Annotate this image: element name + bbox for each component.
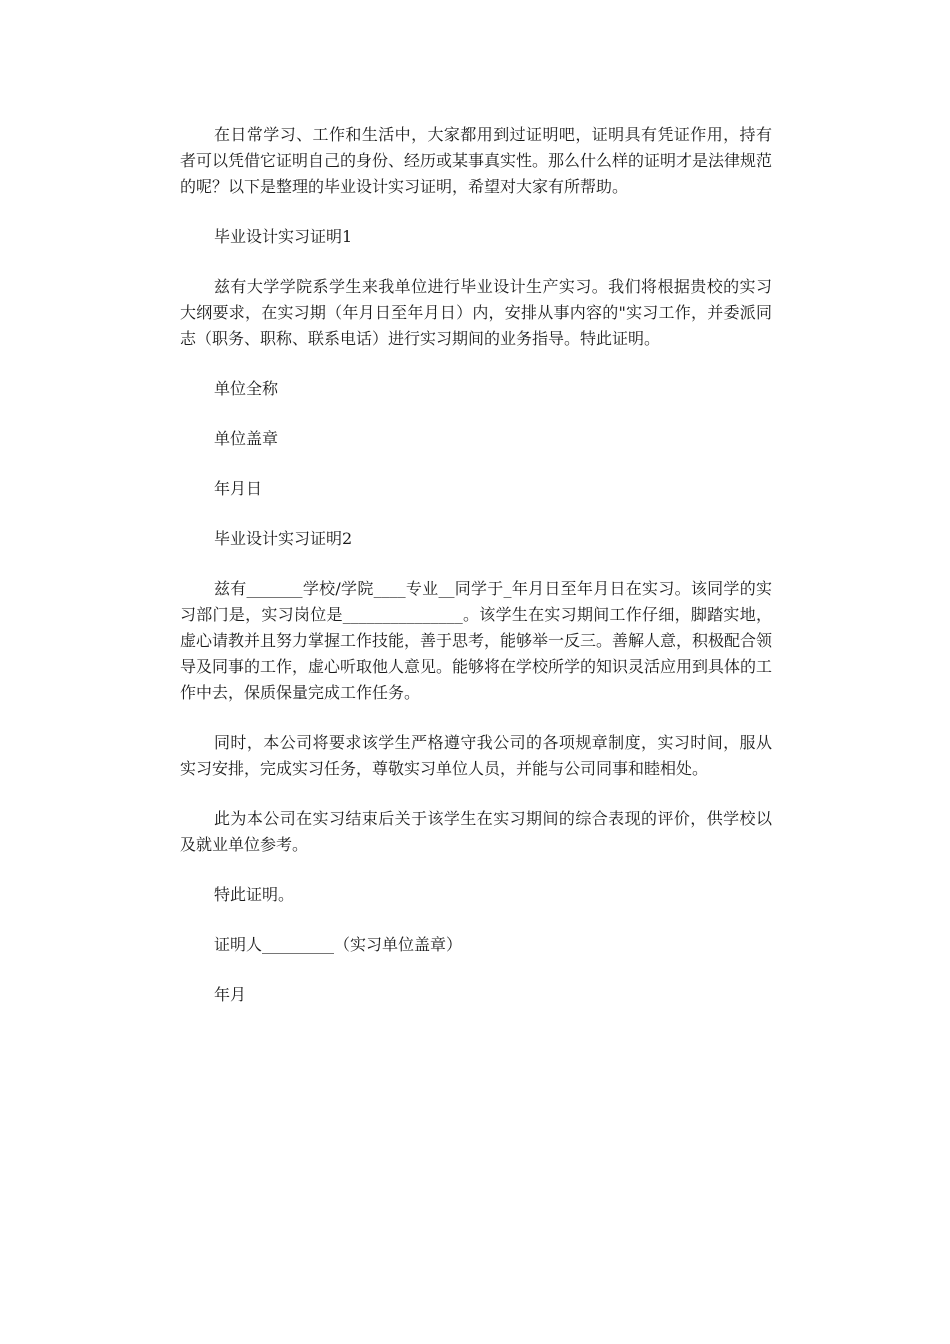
- organization-full-name: 单位全称: [214, 379, 279, 398]
- certificate-2-evaluation-paragraph: 此为本公司在实习结束后关于该学生在实习期间的综合表现的评价，供学校以及就业单位参考。: [180, 809, 772, 854]
- certificate-2-heading: 毕业设计实习证明2: [214, 529, 353, 548]
- certificate-1-body: 兹有大学学院系学生来我单位进行毕业设计生产实习。我们将根据贵校的实习大纲要求，在实习期（年月日至年月日）内，安排从事内容的"实习工作，并委派同志（职务、职称、联系电话）进行实习期间的业务指导。特此证明。: [180, 277, 772, 348]
- certificate-1-date: 年月日: [214, 479, 263, 498]
- certificate-2-body: 兹有_______学校/学院____专业__同学于_年月日至年月日在实习。该同学的实习部门是，实习岗位是_______________。该学生在实习期间工作仔细，脚踏实地，虚心请教并且努力掌握工作技能，善于思考，能够举一反三。善解人意，积极配合领导及同事的工作，虚心听取他人意见。能够将在学校所学的知识灵活应用到具体的工作中去，保质保量完成工作任务。: [180, 579, 773, 702]
- certifier-signature-line: 证明人_________（实习单位盖章）: [214, 935, 463, 954]
- certificate-1-heading: 毕业设计实习证明1: [214, 227, 353, 246]
- certification-statement: 特此证明。: [214, 885, 295, 904]
- document-body: [180, 122, 772, 1032]
- organization-seal: 单位盖章: [214, 429, 279, 448]
- intro-paragraph: 在日常学习、工作和生活中，大家都用到过证明吧，证明具有凭证作用，持有者可以凭借它证明自己的身份、经历或某事真实性。那么什么样的证明才是法律规范的呢？以下是整理的毕业设计实习证明，希望对大家有所帮助。: [180, 125, 773, 196]
- certificate-2-date: 年月: [214, 985, 247, 1004]
- certificate-2-rules-paragraph: 同时，本公司将要求该学生严格遵守我公司的各项规章制度，实习时间，服从实习安排，完成实习任务，尊敬实习单位人员，并能与公司同事和睦相处。: [180, 733, 772, 778]
